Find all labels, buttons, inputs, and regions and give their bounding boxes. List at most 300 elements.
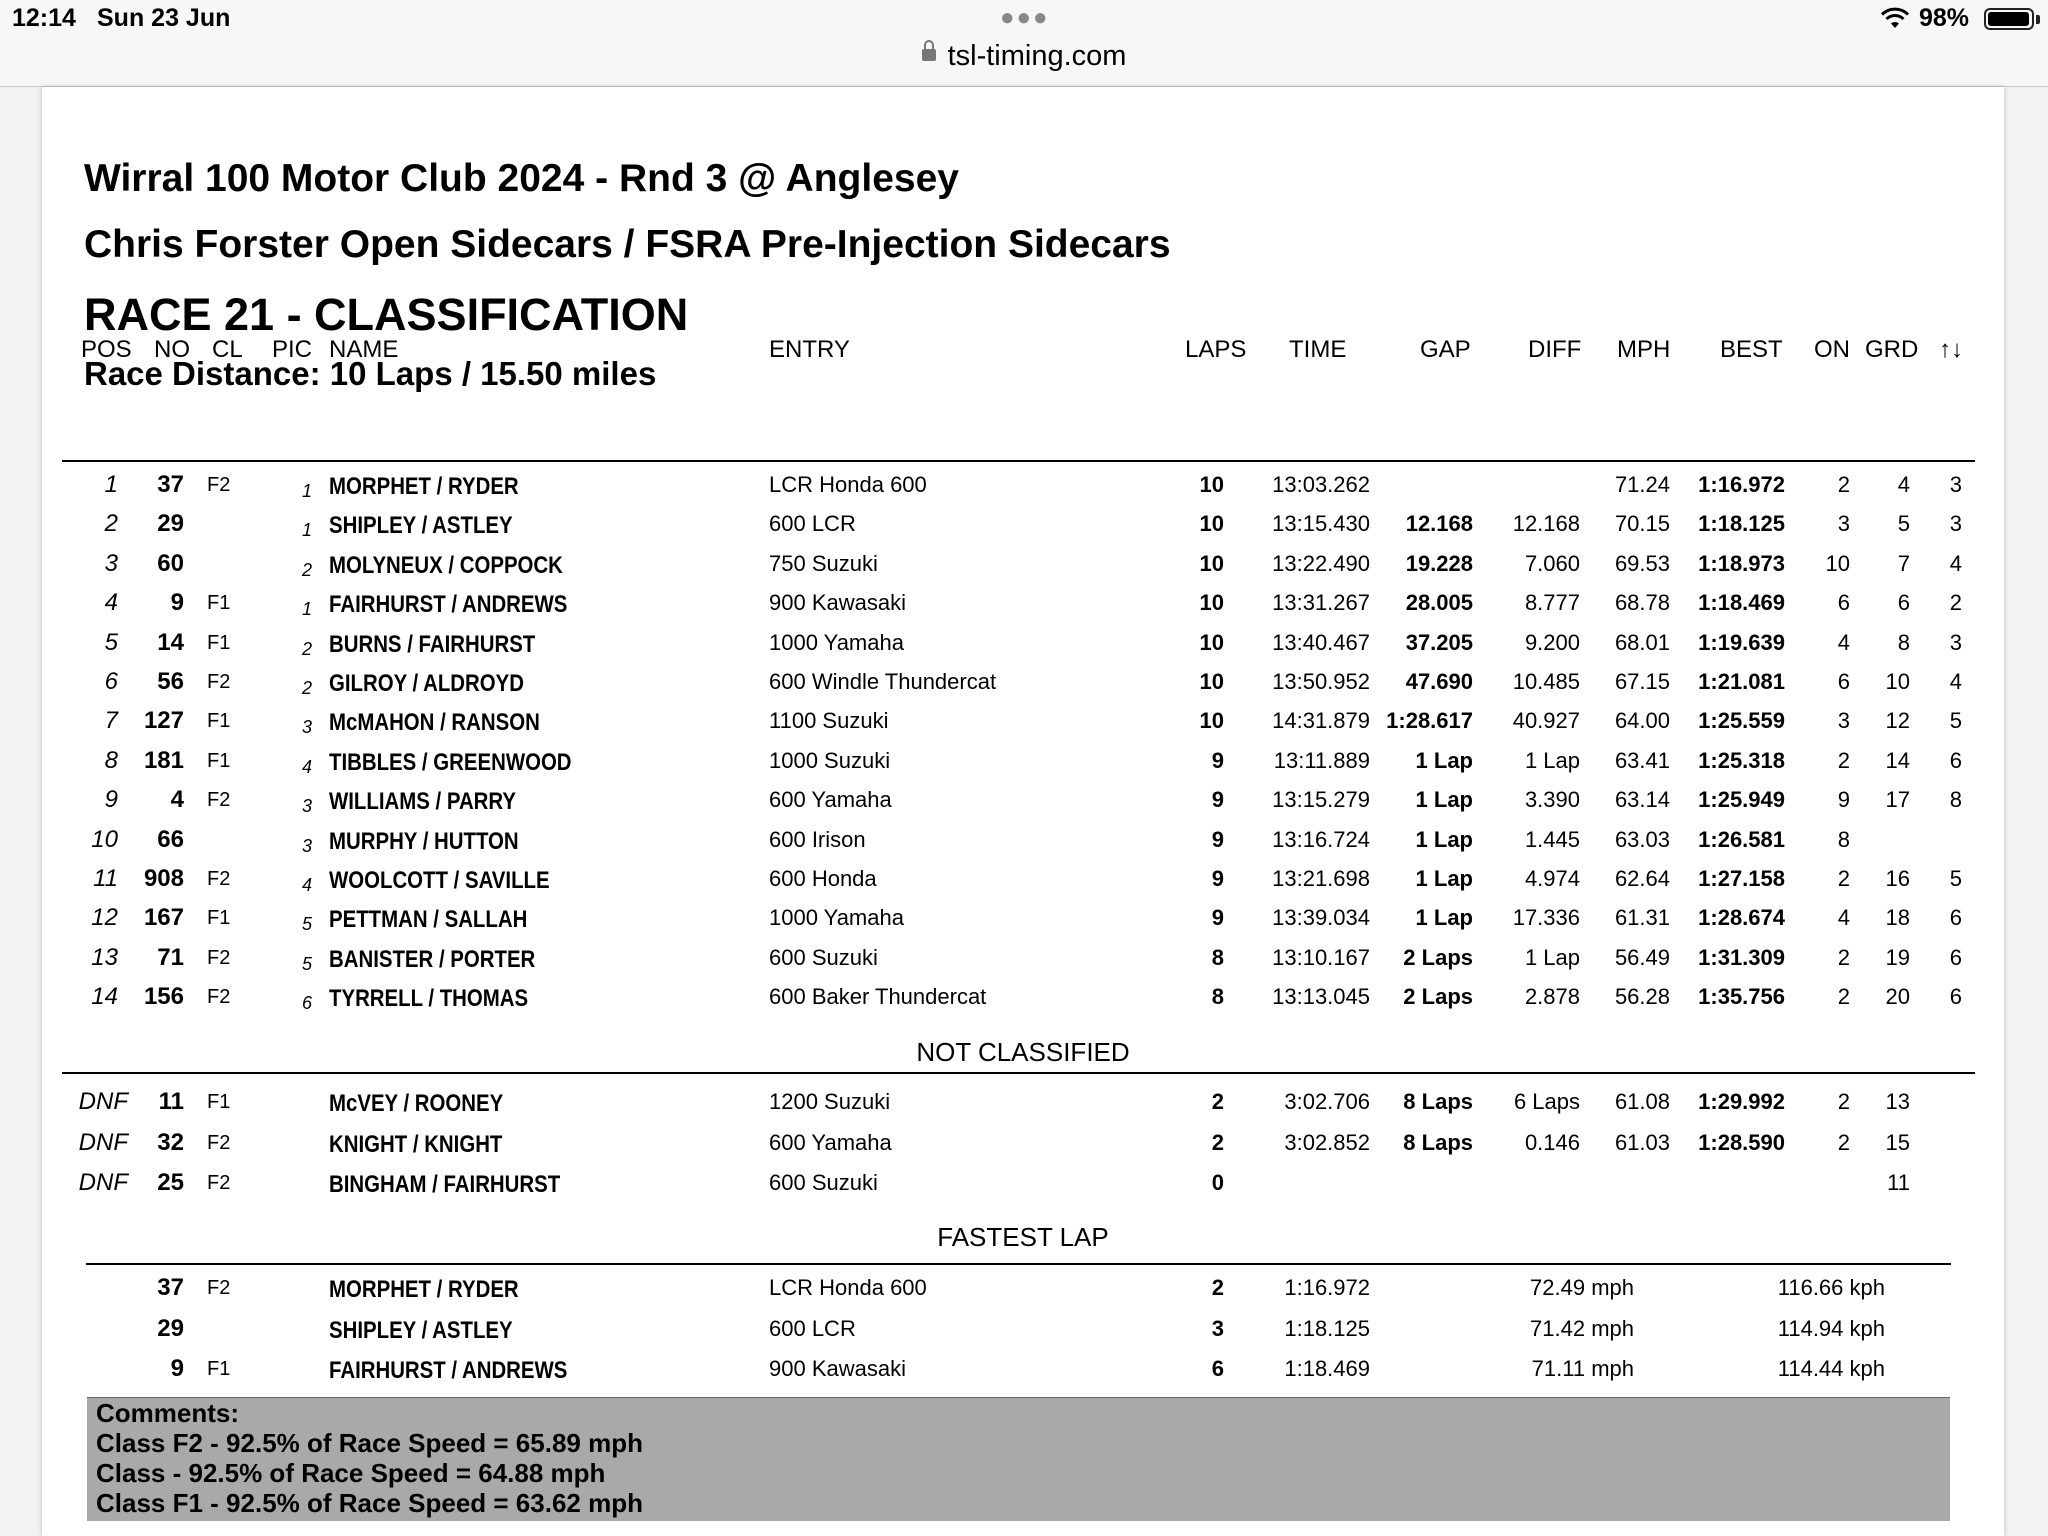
row-pm: 6 (1949, 984, 1962, 1010)
row-laps: 2 (1211, 1089, 1224, 1114)
row-time: 13:40.467 (1272, 629, 1370, 655)
row-gap: 1:28.617 (1386, 708, 1473, 734)
row-diff: 0.146 (1524, 1129, 1580, 1155)
row-laps: 8 (1211, 984, 1224, 1010)
status-bar (0, 0, 2048, 87)
row-mph: 68.01 (1614, 629, 1670, 655)
col-cl: CL (212, 336, 243, 363)
row-pic: 2 (301, 678, 312, 698)
row-laps: 9 (1211, 905, 1224, 931)
row-on: 9 (1837, 787, 1850, 813)
row-on: 2 (1837, 747, 1850, 773)
comment-line: Class F1 - 92.5% of Race Speed = 63.62 mph (96, 1488, 643, 1518)
row-time: 14:31.879 (1272, 708, 1370, 734)
row-on: 2 (1837, 1089, 1850, 1114)
row-grd: 12 (1885, 708, 1910, 734)
row-time: 1:16.972 (1284, 1275, 1370, 1300)
row-on: 2 (1837, 984, 1850, 1010)
row-name (329, 789, 549, 815)
row-mph: 71.42 mph (1530, 1315, 1634, 1341)
col-grd: GRD (1865, 336, 1919, 363)
row-no: 71 (157, 943, 184, 971)
row-entry: 1200 Suzuki (769, 1089, 891, 1114)
row-pic: 5 (301, 914, 312, 935)
row-time: 1:18.469 (1284, 1356, 1370, 1381)
row-mph: 64.00 (1614, 708, 1670, 734)
row-on: 10 (1825, 550, 1850, 576)
wifi-icon (1880, 6, 1910, 30)
row-on: 3 (1837, 511, 1850, 537)
url-text: tsl-timing.com (947, 40, 1127, 72)
row-pic: 2 (301, 638, 312, 659)
row-on: 2 (1837, 472, 1850, 497)
row-mph: 67.15 (1614, 669, 1670, 694)
row-grd: 10 (1885, 669, 1910, 694)
row-best: 1:18.973 (1698, 550, 1785, 576)
row-pic: 1 (301, 520, 312, 541)
row-mph: 61.03 (1614, 1129, 1670, 1155)
row-best: 1:25.559 (1698, 708, 1785, 734)
row-best: 1:25.949 (1698, 787, 1785, 813)
row-kph: 116.66 kph (1777, 1275, 1885, 1300)
battery-tip (2036, 15, 2040, 24)
row-laps: 9 (1211, 787, 1224, 813)
battery-percent: 98% (1919, 4, 1970, 32)
fastest-lap-rule (86, 1263, 1951, 1265)
row-name (329, 1318, 545, 1344)
row-laps: 10 (1199, 511, 1224, 537)
row-pos: 3 (104, 549, 118, 577)
row-best: 1:26.581 (1698, 826, 1785, 852)
row-no: 37 (157, 471, 184, 498)
row-gap: 28.005 (1405, 590, 1473, 616)
row-best: 1:18.125 (1698, 511, 1785, 537)
row-grd: 4 (1897, 472, 1910, 497)
row-no: 127 (143, 707, 184, 735)
row-pic: 1 (301, 481, 312, 501)
row-laps: 9 (1211, 826, 1224, 852)
row-kph: 114.94 kph (1777, 1315, 1885, 1341)
row-pm: 8 (1949, 787, 1962, 813)
row-time: 13:15.430 (1272, 511, 1370, 537)
row-mph: 56.49 (1614, 944, 1670, 970)
row-cl: F1 (207, 710, 231, 733)
row-diff: 10.485 (1512, 669, 1580, 694)
header-rule (62, 460, 1975, 462)
row-best: 1:19.639 (1698, 629, 1785, 655)
row-name (329, 750, 614, 776)
row-no: 60 (157, 549, 184, 577)
row-no: 156 (143, 983, 184, 1011)
row-cl: F1 (207, 592, 231, 615)
row-pm: 6 (1949, 944, 1962, 970)
row-pic: 4 (301, 875, 312, 895)
row-pos: 8 (104, 746, 118, 774)
row-grd: 20 (1885, 984, 1910, 1010)
row-time: 13:21.698 (1272, 866, 1370, 891)
row-pos: 11 (93, 865, 118, 892)
row-diff: 4.974 (1524, 866, 1580, 891)
comment-line: Class F2 - 92.5% of Race Speed = 65.89 mph (96, 1428, 643, 1458)
row-lap: 6 (1211, 1356, 1224, 1381)
comment-line: Class - 92.5% of Race Speed = 64.88 mph (96, 1458, 606, 1488)
row-pos: 7 (104, 707, 118, 735)
row-name-text: BANISTER / PORTER (329, 945, 536, 973)
row-pm: 2 (1949, 590, 1962, 616)
row-cl: F2 (207, 986, 231, 1009)
row-no: 908 (143, 865, 184, 892)
row-name-text: WOOLCOTT / SAVILLE (329, 867, 550, 894)
row-on: 2 (1837, 944, 1850, 970)
row-pm: 4 (1949, 550, 1962, 576)
row-time: 13:50.952 (1272, 669, 1370, 694)
comments-heading: Comments: (96, 1398, 240, 1428)
row-time: 13:13.045 (1272, 984, 1370, 1010)
sort-icon[interactable]: ↑↓ (1939, 336, 1963, 363)
row-cl: F2 (207, 868, 231, 890)
col-no: NO (154, 336, 190, 363)
row-cl: F2 (207, 474, 231, 496)
row-diff: 12.168 (1512, 511, 1580, 537)
address-bar[interactable] (0, 40, 2048, 73)
row-grd: 13 (1885, 1089, 1910, 1114)
row-time: 13:15.279 (1272, 787, 1370, 813)
row-grd: 14 (1885, 747, 1910, 773)
row-entry: 600 Suzuki (769, 944, 878, 970)
row-pic: 3 (301, 717, 312, 738)
row-no: 14 (157, 628, 184, 656)
row-cl: F1 (207, 1358, 231, 1380)
row-name-text: WILLIAMS / PARRY (329, 788, 516, 816)
row-diff: 8.777 (1524, 590, 1580, 616)
event-title: Wirral 100 Motor Club 2024 - Rnd 3 @ Anglesey (84, 157, 959, 200)
row-grd: 8 (1897, 629, 1910, 655)
row-name-text: SHIPLEY / ASTLEY (329, 512, 513, 540)
row-pic: 1 (301, 599, 312, 620)
row-diff: 7.060 (1524, 550, 1580, 576)
row-mph: 72.49 mph (1530, 1275, 1634, 1300)
row-name (329, 947, 572, 973)
row-time: 13:39.034 (1272, 905, 1370, 931)
row-grd: 6 (1897, 590, 1910, 616)
row-name (329, 671, 558, 697)
col-time: TIME (1289, 336, 1347, 363)
row-laps: 9 (1211, 747, 1224, 773)
row-entry: 600 LCR (769, 1315, 856, 1341)
row-best: 1:31.309 (1698, 944, 1785, 970)
row-name (329, 868, 589, 894)
row-pic: 6 (301, 993, 312, 1014)
row-grd: 18 (1885, 905, 1910, 931)
comments-box (87, 1397, 1950, 1521)
not-classified-title: NOT CLASSIFIED (916, 1037, 1130, 1067)
race-title: RACE 21 - CLASSIFICATION (84, 289, 689, 340)
row-best: 1:21.081 (1698, 669, 1785, 694)
row-grd: 19 (1885, 944, 1910, 970)
row-entry: 600 Suzuki (769, 1170, 878, 1195)
row-name-text: TYRRELL / THOMAS (329, 985, 529, 1013)
row-name-text: TIBBLES / GREENWOOD (329, 748, 572, 776)
row-name (329, 710, 577, 736)
row-on: 8 (1837, 826, 1850, 852)
row-mph: 69.53 (1614, 550, 1670, 576)
row-mph: 61.31 (1614, 905, 1670, 931)
row-name (329, 1358, 609, 1384)
row-pos: 9 (104, 786, 118, 814)
row-pos: DNF (78, 1169, 128, 1196)
row-cl: F2 (207, 671, 231, 693)
row-pos: 2 (104, 510, 118, 538)
row-pos: 1 (104, 471, 118, 498)
lock-icon (922, 49, 936, 61)
row-entry: 600 Windle Thundercat (769, 669, 997, 694)
row-pos: 5 (104, 628, 118, 656)
col-gap: GAP (1420, 336, 1471, 363)
row-gap: 2 Laps (1403, 944, 1473, 970)
row-entry: 900 Kawasaki (769, 1356, 906, 1381)
row-no: 4 (170, 786, 184, 814)
row-entry: 1100 Suzuki (769, 708, 889, 734)
row-no: 9 (170, 589, 184, 617)
row-pm: 6 (1949, 747, 1962, 773)
row-no: 29 (157, 510, 184, 538)
row-name-text: MORPHET / RYDER (329, 473, 519, 500)
row-pic: 4 (301, 756, 312, 777)
row-pos: DNF (78, 1088, 128, 1115)
row-grd: 15 (1885, 1129, 1910, 1155)
row-no: 56 (157, 668, 184, 695)
row-no: 37 (157, 1274, 184, 1301)
row-no: 32 (157, 1128, 184, 1156)
row-entry: 600 Honda (769, 866, 877, 891)
row-name-text: MORPHET / RYDER (329, 1276, 519, 1303)
row-name (329, 829, 552, 855)
row-mph: 56.28 (1614, 984, 1670, 1010)
row-cl: F1 (207, 1091, 231, 1113)
row-laps: 10 (1199, 669, 1224, 694)
row-pic: 3 (301, 796, 312, 817)
row-entry: 1000 Suzuki (769, 747, 891, 773)
col-on: ON (1814, 336, 1850, 363)
row-no: 25 (157, 1169, 184, 1196)
row-no: 11 (158, 1088, 184, 1115)
row-on: 2 (1837, 866, 1850, 891)
row-time: 13:16.724 (1272, 826, 1370, 852)
battery-icon (1984, 8, 2034, 30)
row-gap: 2 Laps (1403, 984, 1473, 1010)
row-diff: 6 Laps (1513, 1089, 1580, 1114)
row-laps: 10 (1199, 629, 1224, 655)
col-laps: LAPS (1185, 336, 1247, 363)
row-name (329, 513, 545, 539)
row-grd: 16 (1885, 866, 1910, 891)
row-name-text: BURNS / FAIRHURST (329, 630, 536, 658)
row-gap: 8 Laps (1403, 1089, 1473, 1114)
not-classified-rule (62, 1072, 1975, 1074)
row-time: 13:22.490 (1272, 550, 1370, 576)
row-best: 1:16.972 (1698, 472, 1785, 497)
row-cl: F1 (207, 631, 231, 654)
row-lap: 2 (1211, 1275, 1224, 1300)
row-mph: 63.14 (1614, 787, 1670, 813)
row-best: 1:35.756 (1698, 984, 1785, 1010)
row-lap: 3 (1211, 1315, 1224, 1341)
clock: 12:14 (12, 4, 76, 32)
row-name (329, 1091, 534, 1117)
row-pos: 6 (104, 668, 118, 695)
row-diff: 1.445 (1524, 826, 1580, 852)
row-best: 1:18.469 (1698, 590, 1785, 616)
row-time: 13:31.267 (1272, 590, 1370, 616)
row-mph: 71.24 (1614, 472, 1670, 497)
row-cl: F2 (207, 1172, 231, 1194)
race-distance: Race Distance: 10 Laps / 15.50 miles (84, 355, 657, 392)
row-pm: 4 (1949, 669, 1962, 694)
row-mph: 63.41 (1614, 747, 1670, 773)
multitasking-dots-icon[interactable]: ●●● (1000, 4, 1050, 31)
row-name (329, 986, 563, 1012)
row-diff: 3.390 (1524, 787, 1580, 813)
class-title: Chris Forster Open Sidecars / FSRA Pre-Injection Sidecars (84, 223, 1171, 266)
col-name: NAME (329, 336, 399, 363)
row-time: 13:10.167 (1272, 944, 1370, 970)
row-no: 167 (143, 904, 184, 932)
row-entry: 600 Baker Thundercat (769, 984, 987, 1010)
row-pm: 6 (1949, 905, 1962, 931)
col-entry: ENTRY (769, 336, 850, 363)
row-name (329, 553, 604, 579)
row-name (329, 1132, 533, 1158)
row-laps: 9 (1211, 866, 1224, 891)
row-diff: 9.200 (1524, 629, 1580, 655)
row-gap: 1 Lap (1415, 787, 1473, 813)
row-mph: 61.08 (1614, 1089, 1670, 1114)
row-grd: 5 (1897, 511, 1910, 537)
row-entry: LCR Honda 600 (769, 472, 927, 497)
row-best: 1:28.590 (1698, 1129, 1785, 1155)
row-laps: 2 (1211, 1129, 1224, 1155)
row-gap: 1 Lap (1415, 866, 1473, 891)
row-name (329, 592, 609, 618)
row-pm: 3 (1949, 629, 1962, 655)
row-pm: 3 (1949, 472, 1962, 497)
row-pos: DNF (78, 1128, 128, 1156)
row-name (329, 907, 562, 933)
row-entry: 1000 Yamaha (769, 629, 904, 655)
row-name-text: PETTMAN / SALLAH (329, 906, 528, 934)
row-pos: 13 (91, 943, 118, 971)
row-name-text: KNIGHT / KNIGHT (329, 1130, 503, 1158)
row-best: 1:28.674 (1698, 905, 1785, 931)
row-gap: 47.690 (1405, 669, 1473, 694)
row-entry: 600 LCR (769, 511, 856, 537)
row-name-text: McMAHON / RANSON (329, 709, 540, 737)
row-grd: 7 (1897, 550, 1910, 576)
row-on: 6 (1837, 590, 1850, 616)
col-pos: POS (81, 336, 132, 363)
row-pic: 3 (301, 835, 312, 856)
row-laps: 10 (1199, 550, 1224, 576)
row-pos: 14 (91, 983, 118, 1011)
row-no: 66 (157, 825, 184, 853)
row-on: 3 (1837, 708, 1850, 734)
row-best: 1:29.992 (1698, 1089, 1785, 1114)
row-gap: 1 Lap (1415, 826, 1473, 852)
row-no: 9 (170, 1355, 184, 1382)
row-name-text: SHIPLEY / ASTLEY (329, 1316, 513, 1344)
row-kph: 114.44 kph (1777, 1356, 1885, 1381)
row-time: 13:03.262 (1272, 472, 1370, 497)
row-gap: 8 Laps (1403, 1129, 1473, 1155)
row-grd: 17 (1885, 787, 1910, 813)
row-laps: 10 (1199, 590, 1224, 616)
row-pm: 3 (1949, 511, 1962, 537)
row-laps: 0 (1211, 1170, 1224, 1195)
row-diff: 1 Lap (1524, 944, 1580, 970)
row-laps: 8 (1211, 944, 1224, 970)
row-laps: 10 (1199, 708, 1224, 734)
row-pos: 10 (91, 825, 118, 853)
row-diff: 17.336 (1512, 905, 1580, 931)
col-mph: MPH (1617, 336, 1671, 363)
row-mph: 63.03 (1614, 826, 1670, 852)
row-entry: 600 Yamaha (769, 1129, 892, 1155)
row-cl: F2 (207, 1277, 231, 1299)
row-on: 4 (1837, 905, 1850, 931)
row-diff: 2.878 (1524, 984, 1580, 1010)
row-no: 29 (157, 1314, 184, 1342)
row-name-text: FAIRHURST / ANDREWS (329, 591, 568, 619)
row-time: 3:02.852 (1284, 1129, 1370, 1155)
row-mph: 62.64 (1614, 866, 1670, 891)
row-on: 2 (1837, 1129, 1850, 1155)
row-name-text: McVEY / ROONEY (329, 1090, 504, 1117)
row-entry: 1000 Yamaha (769, 905, 904, 931)
row-gap: 19.228 (1405, 550, 1473, 576)
row-on: 6 (1837, 669, 1850, 694)
row-entry: LCR Honda 600 (769, 1275, 927, 1300)
row-entry: 600 Irison (769, 826, 866, 852)
row-entry: 750 Suzuki (769, 550, 878, 576)
row-best: 1:25.318 (1698, 747, 1785, 773)
row-name-text: FAIRHURST / ANDREWS (329, 1357, 568, 1384)
row-name-text: MOLYNEUX / COPPOCK (329, 551, 563, 579)
row-gap: 1 Lap (1415, 905, 1473, 931)
row-gap: 12.168 (1405, 511, 1473, 537)
row-time: 13:11.889 (1273, 747, 1370, 773)
col-pic: PIC (272, 336, 313, 363)
row-diff: 40.927 (1512, 708, 1580, 734)
row-name-text: MURPHY / HUTTON (329, 827, 519, 855)
row-name (329, 632, 572, 658)
row-name (329, 1277, 552, 1303)
date: Sun 23 Jun (97, 4, 231, 32)
row-mph: 68.78 (1614, 590, 1670, 616)
row-name (329, 1172, 601, 1198)
row-name-text: GILROY / ALDROYD (329, 670, 524, 697)
row-time: 3:02.706 (1284, 1089, 1370, 1114)
row-diff: 1 Lap (1524, 747, 1580, 773)
row-gap: 1 Lap (1415, 747, 1473, 773)
row-on: 4 (1837, 629, 1850, 655)
row-time: 1:18.125 (1284, 1315, 1370, 1341)
row-pos: 4 (104, 589, 118, 617)
row-cl: F1 (207, 907, 231, 930)
col-best: BEST (1720, 336, 1783, 363)
row-pm: 5 (1949, 708, 1962, 734)
row-pic: 2 (301, 559, 312, 580)
row-pm: 5 (1949, 866, 1962, 891)
